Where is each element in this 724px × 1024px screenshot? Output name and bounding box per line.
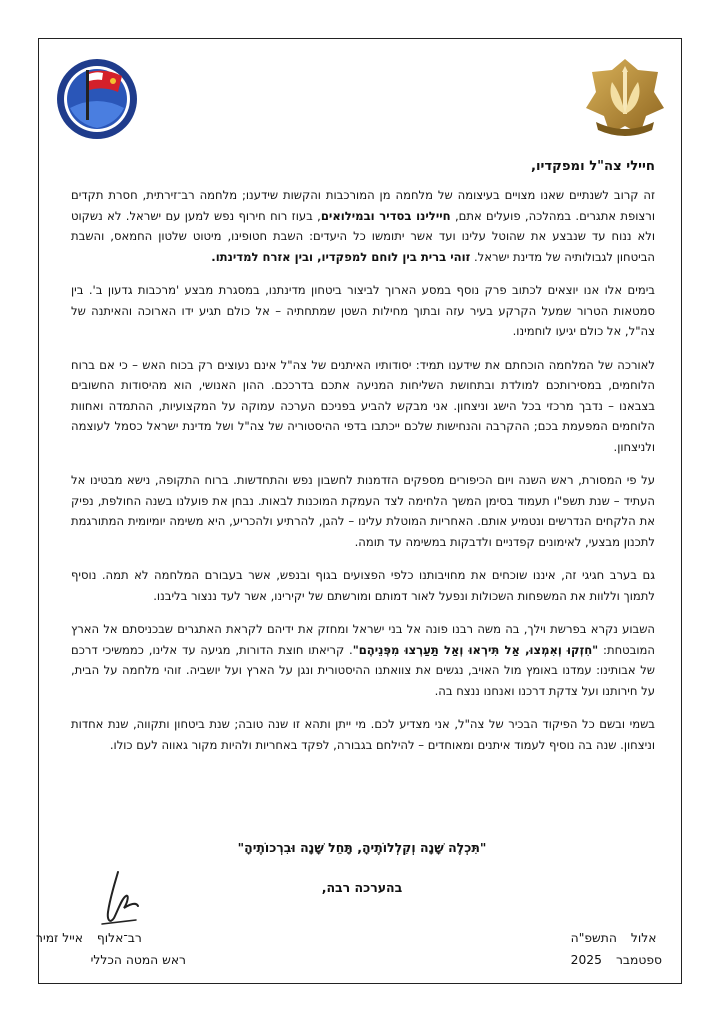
closing-regards: בהערכה רבה, <box>321 880 403 895</box>
date-block <box>571 927 662 971</box>
paragraph-text: על פי המסורת, ראש השנה ויום הכיפורים מספקים הזדמנות לחשבון נפש והתחדשות. ברוח התקופה, נישא מבטינו אל העתיד – שנת תשפ"ו תעמוד בסימן המשך הלחימה לצד העמקת המוכנות לבאות. נבחן את פועלנו בשנה החולפת, נפיק את הלקחים הנדרשים ונטמיע אותם. האחריות המוטלת עלינו – להגן, להרתיע ולהכריע, היא משימה יומיומית המתורגמת לתכנון מבצעי, לאימונים קפדניים ולדבקות במשימה עד תומה. <box>71 473 655 549</box>
signature-block <box>36 927 186 971</box>
letter-paragraph <box>71 355 655 458</box>
hebrew-month: אלול <box>630 931 657 945</box>
paragraph-text: לאורכה של המלחמה הוכחתם את שידענו תמיד: יסודותיו האיתנים של צה"ל אינם נעוצים רק בכוח האש – כי אם ברוח הלוחמים, במסירותכם למולדת ובתחושת השליחות המניעה אתכם בדרככם. ההון האנושי, הוא מהיסודות החשובים בצבאנו – נדבך מרכזי בכל הישג וניצחון. אני מבקש להביע בפניכם הערכה עמוקה על המקצועיות, ההתמדה ואחוות הלוחמים המפעמת בכם; ההקרבה והנחישות שלכם ייכתבו בדפי ההיסטוריה של צה"ל ושל מדינת ישראל כסמל לעוצמה ולניצחון. <box>71 357 655 454</box>
signer-rank: רב־אלוף <box>96 931 142 945</box>
flag-globe-icon <box>56 58 138 140</box>
letter-paragraph <box>71 185 655 267</box>
letter-paragraph <box>71 565 655 606</box>
emphasized-text: חיילינו בסדיר ובמילואים <box>320 208 451 223</box>
gregorian-month: ספטמבר <box>615 953 662 967</box>
greeting: חיילי צה"ל ומפקדיו, <box>530 159 655 174</box>
handwritten-signature <box>96 868 144 930</box>
letter-paragraph <box>71 714 655 755</box>
signer-name: אייל זמיר <box>36 931 83 945</box>
paragraph-text: . קריאתו חוצת הדורות, מגיעה עד אלינו, כממשיכי דרכם של אבותינו: עמדנו באומץ מול האויב, נגשים את צוואתנו ההיסטורית ונגן על הארץ ועל יושביה. זוהי מלחמה על הבית, על חירותנו ועל צדקת דרכנו ואנחנו ננצח בה. <box>71 642 655 698</box>
gregorian-year: 2025 <box>570 953 602 967</box>
hebrew-year: התשפ"ה <box>570 931 617 945</box>
emphasized-text: זוהי ברית בין לוחם למפקדיו, ובין אזרח למדינתו. <box>211 249 471 264</box>
new-year-blessing: "תִּכְלֶה שָׁנָה וְקִלְלוֹתֶיהָ, תָּחֵל שָׁנָה וּבִרְכוֹתֶיהָ" <box>237 840 487 855</box>
signer-title: ראש המטה הכללי <box>90 953 186 967</box>
paragraph-text: גם בערב חגיגי זה, איננו שוכחים את מחויבותנו כלפי הפצועים בגוף ובנפש, אשר בעבורם המלחמה לא תמה. נוסיף לתמוך וללוות את המשפחות השכולות ונפעל לאור דמותם ומורשתם של יקירינו, אשר לעד ננצור בליבנו. <box>71 568 655 603</box>
letter-paragraph <box>71 470 655 552</box>
paragraph-text: בימים אלו אנו יוצאים לכתוב פרק נוסף במסע הארוך לביצור ביטחון מדינתנו, במסגרת מבצע 'מרכבות גדעון ב'. בין סמטאות הטרור שמעל הקרקע בעיר עזה ובתוך מחילות השטן שמתחתיה – אל כולם תגיע ידו הארוכה והאיתנה של צה"ל, אל כולם יגיעו לוחמינו. <box>71 283 655 338</box>
idf-sword-olive-icon <box>580 56 670 140</box>
paragraph-text: בשמי ובשם כל הפיקוד הבכיר של צה"ל, אני מצדיע לכם. מי ייתן ותהא זו שנה טובה; שנת ביטחון ותקווה, שנת אחדות וניצחון. שנה בה נוסיף לעמוד איתנים ומאוחדים – להילחם בגבורה, לפקד באחריות ולהיות מקור גאווה לעם כולו. <box>71 717 655 752</box>
paragraph-text: זה קרוב לשנתיים שאנו מצויים בעיצומה של מלחמה מן המורכבות והקשות שידענו; מלחמה רב־זירתית, חסרת תקדים ורצופת אתגרים. במהלכה, פועלים אתם, <box>71 188 655 223</box>
letter-paragraph <box>71 280 655 342</box>
paragraph-text: השבוע נקרא בפרשת וילך, בה משה רבנו פונה אל בני ישראל ומחזק את ידיהם לקראת האתגרים שבכניסתם אל הארץ המובטחת: <box>71 622 655 657</box>
letter-body <box>71 185 655 768</box>
paragraph-text: , בעוז רוח חירוף נפש למען עם ישראל. לא נשקוט ולא ננוח עד שנבצע את שהוטל עלינו ועד אשר יתומשו כל היעדים: השבת חטופינו, מיטוט שלטון החמאס, והשבת הביטחון לגבולותיה של מדינת ישראל. <box>71 208 655 264</box>
letter-paragraph <box>71 619 655 701</box>
emphasized-text: "חִזְקוּ וְאִמְצוּ, אַל תִּירְאוּ וְאַל תַּעַרְצוּ מִפְּנֵיהֶם" <box>352 642 599 657</box>
